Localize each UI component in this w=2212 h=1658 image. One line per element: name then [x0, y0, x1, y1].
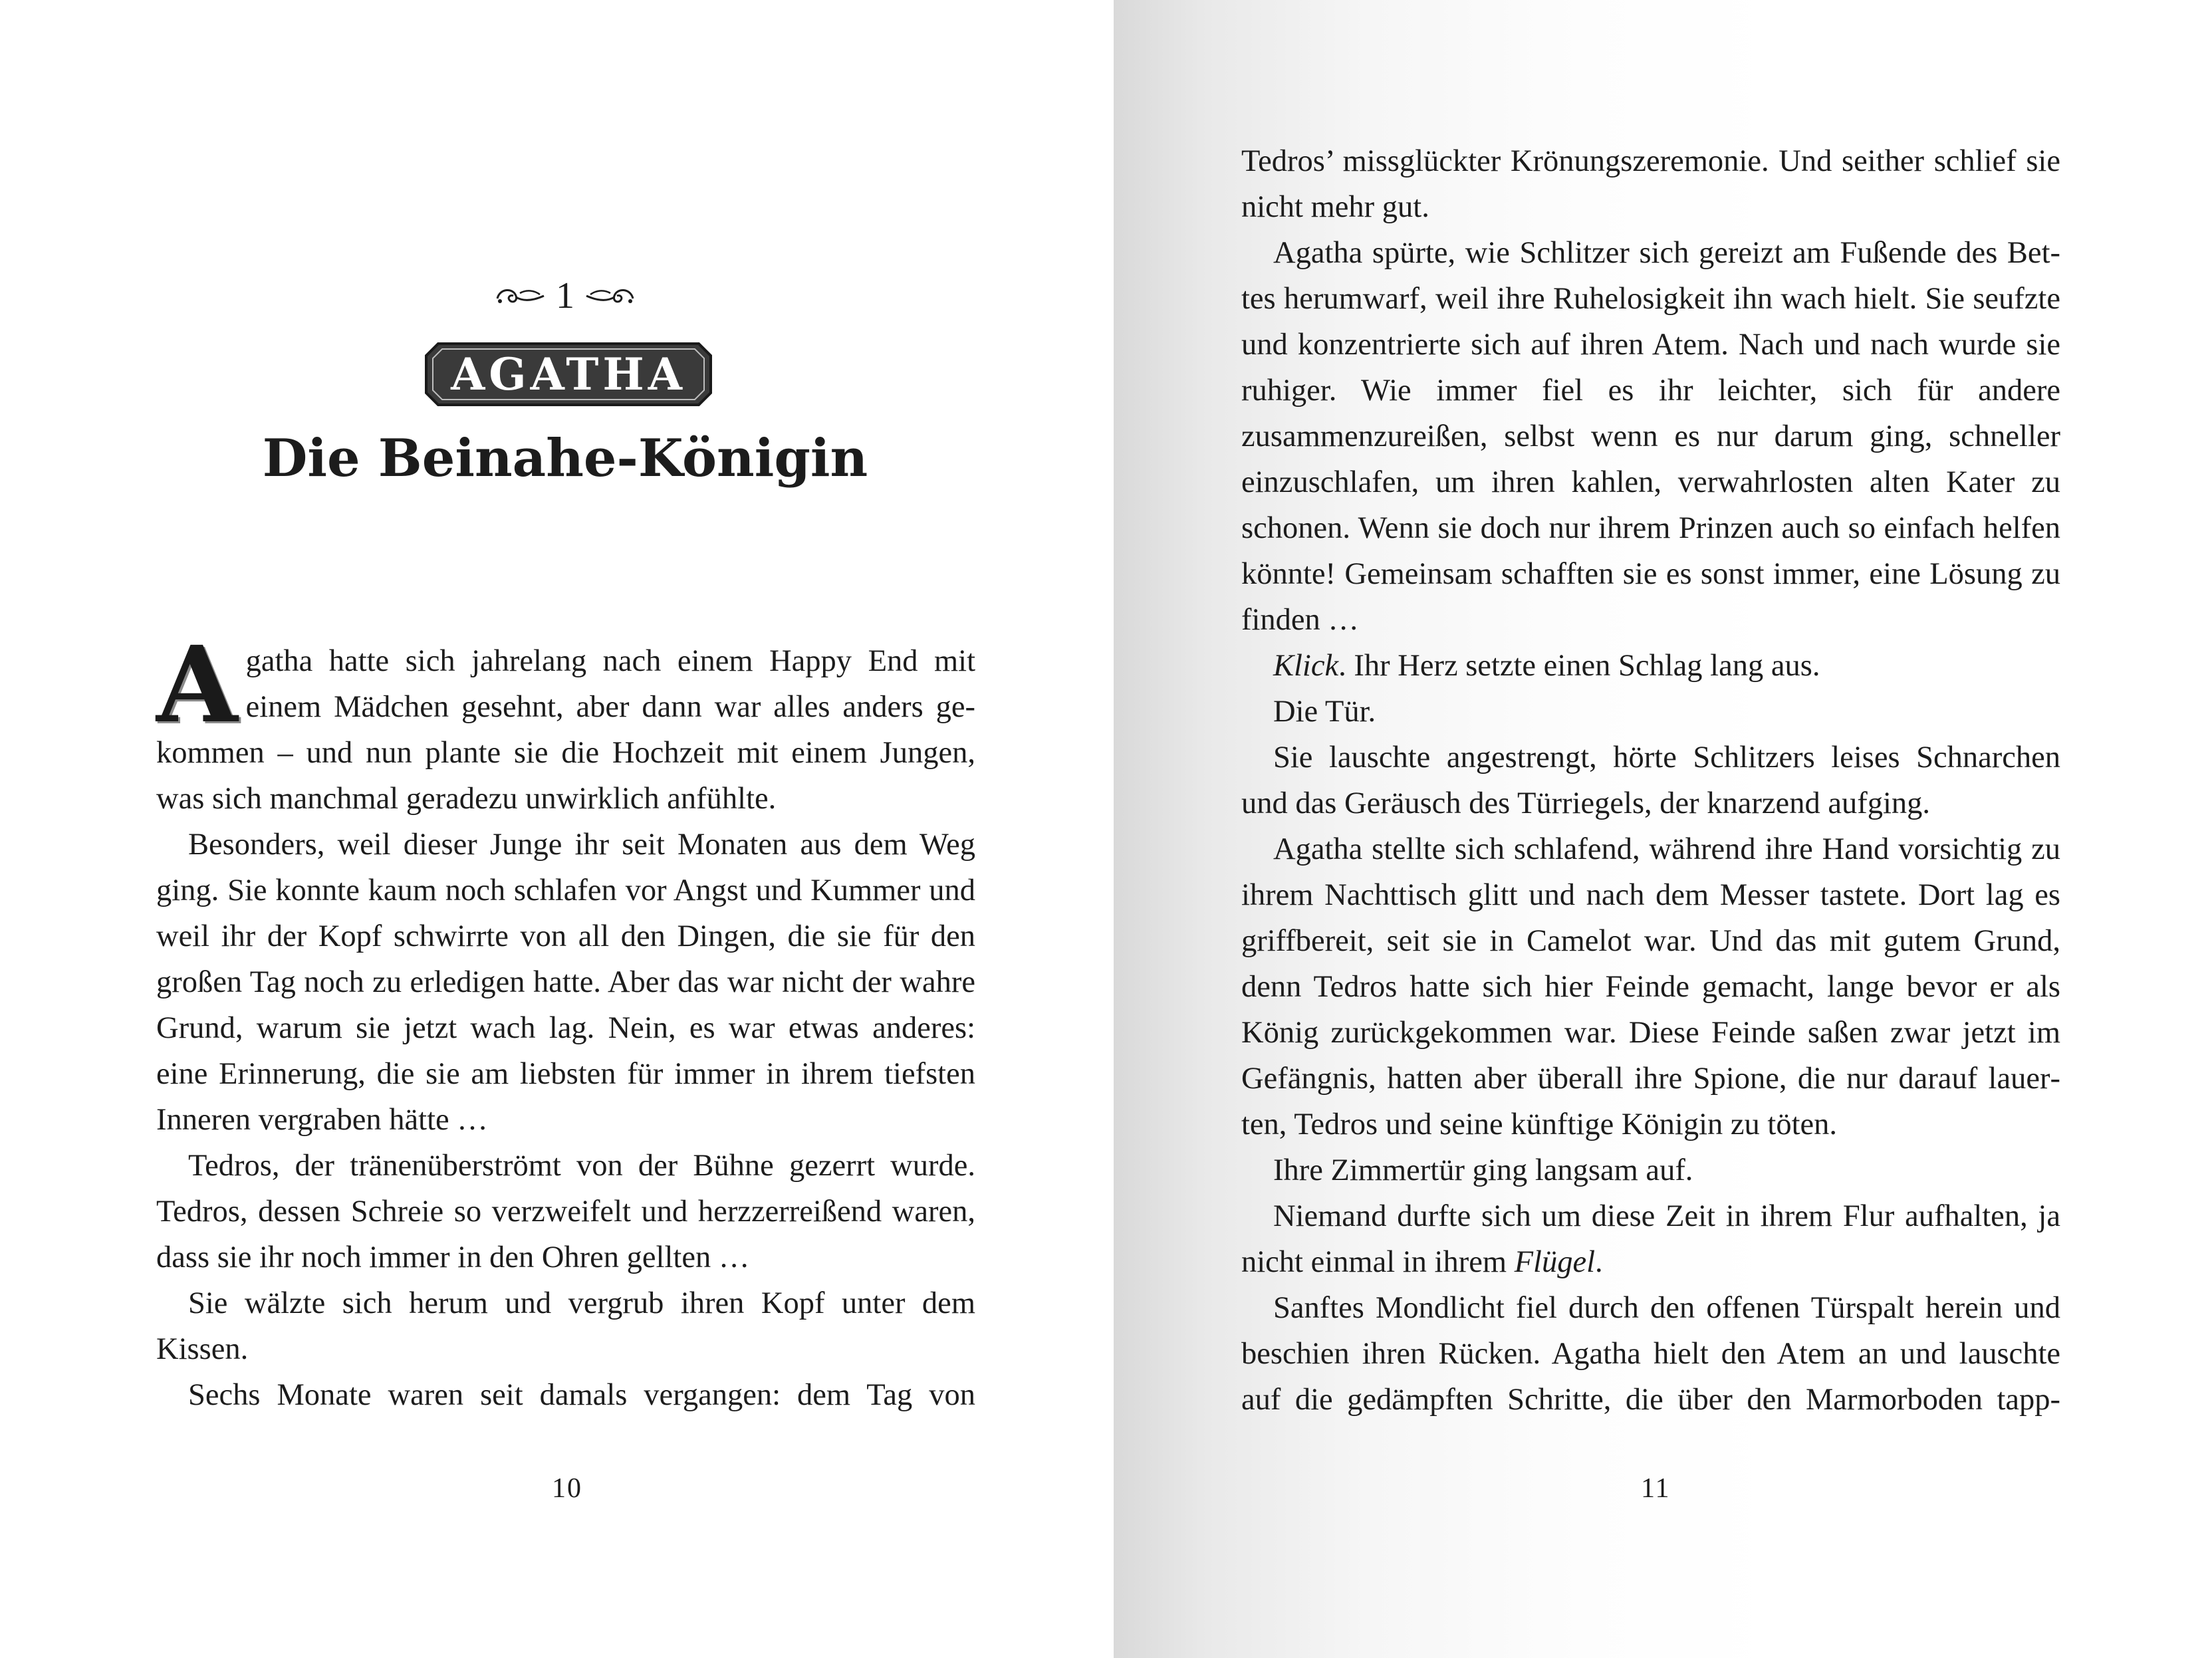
paragraph: Besonders, weil dieser Junge ihr seit Monaten aus dem Weg ging. Sie konnte kaum noch schlafen vor Angst und Kummer und weil ihr der Kopf schwirrte von all den Dingen, die sie für den großen Tag noch zu erledigen hatte. Aber das war nicht der wahre Grund, warum sie jetzt wach lag. Nein, es war etwas anderes: eine Erinnerung, die sie am liebsten für immer in ihrem tiefsten Inneren vergraben hätte … [156, 828, 975, 1137]
paragraph-text: . [1595, 1245, 1603, 1279]
chapter-label: AGATHA [451, 348, 686, 400]
paragraph: Sechs Monate waren seit damals vergangen: dem Tag von [188, 1378, 975, 1412]
paragraph: Sie lauschte angestrengt, hörte Schlitzers leises Schnarchen und das Geräusch des Türriegels, der knarzend aufging. [1241, 741, 2060, 820]
paragraph: Sanftes Mondlicht fiel durch den offenen Türspalt herein und beschien ihren Rücken. Agatha hielt den Atem an und lauschte auf die gedämpften Schritte, die über den Marmorboden tapp- [1241, 1291, 2060, 1417]
italic-text: Flügel [1514, 1245, 1596, 1279]
paragraph [1241, 1193, 2060, 1285]
scroll-ornament-right-icon [584, 281, 637, 310]
page-number-right: 11 [1641, 1473, 1671, 1504]
paragraph: Agatha stellte sich schlafend, während ihre Hand vorsichtig zu ihrem Nachttisch glitt und nach dem Messer tastete. Dort lag es griffbereit, seit sie in Camelot war. Und das mit gutem Grund, denn Tedros hatte sich hier Feinde gemacht, lange bevor er als König zurückgekommen war. Diese Feinde saßen zwar jetzt im Gefängnis, hatten aber überall ihre Spione, die nur darauf lauerten, Tedros und seine künftige Königin zu töten. [1241, 832, 2060, 1141]
chapter-number-value: 1 [556, 275, 574, 316]
scroll-ornament-left-icon [493, 281, 547, 310]
paragraph-text: . Ihr Herz setzte einen Schlag lang aus. [1338, 649, 1820, 683]
paragraph-text: Niemand durfte sich um diese Zeit in ihrem Flur aufhalten, ja nicht einmal in ihrem [1241, 1199, 2060, 1279]
paragraph [156, 624, 975, 822]
italic-text: Klick [1273, 649, 1339, 683]
paragraph: Tedros’ missglückter Krönungszeremonie. Und seither schlief sie nicht mehr gut. [1241, 144, 2060, 224]
chapter-number [0, 269, 1130, 322]
paragraph: Agatha spürte, wie Schlitzer sich gereizt am Fußende des Bettes herumwarf, weil ihre Ruhelosigkeit ihn wach hielt. Sie seufzte und konzentrierte sich auf ihren Atem. Nach und nach wurde sie ruhiger. Wie immer fiel es ihr leichter, sich für andere zusammenzureißen, selbst wenn es nur darum ging, schneller einzuschlafen, um ihren kahlen, verwahrlosten alten Kater zu schonen. Wenn sie doch nur ihrem Prinzen auch so einfach helfen könnte! Gemeinsam schafften sie es sonst immer, eine Lösung zu finden … [1241, 236, 2060, 637]
right-body-text [1241, 138, 2060, 1423]
chapter-banner [424, 341, 713, 408]
page-number-left: 10 [552, 1473, 582, 1504]
paragraph [1241, 643, 2060, 689]
paragraph: Die Tür. [1273, 695, 1376, 729]
drop-cap: A [156, 624, 238, 747]
paragraph: Ihre Zimmertür ging langsam auf. [1273, 1153, 1693, 1187]
chapter-title: Die Beinahe-Königin [262, 428, 868, 489]
paragraph: Sie wälzte sich herum und vergrub ihren Kopf unter dem Kissen. [156, 1286, 975, 1366]
paragraph-text: gatha hatte sich jahrelang nach einem Happy End mit einem Mädchen gesehnt, aber dann war alles anders gekommen – und nun plante sie die Hochzeit mit einem Jungen, was sich manchmal geradezu unwirklich anfühlte. [156, 644, 975, 816]
left-body-text [156, 624, 975, 1418]
paragraph: Tedros, der tränenüberströmt von der Bühne gezerrt wurde. Tedros, dessen Schreie so verzweifelt und herzzerreißend waren, dass sie ihr noch immer in den Ohren gellten … [156, 1149, 975, 1274]
